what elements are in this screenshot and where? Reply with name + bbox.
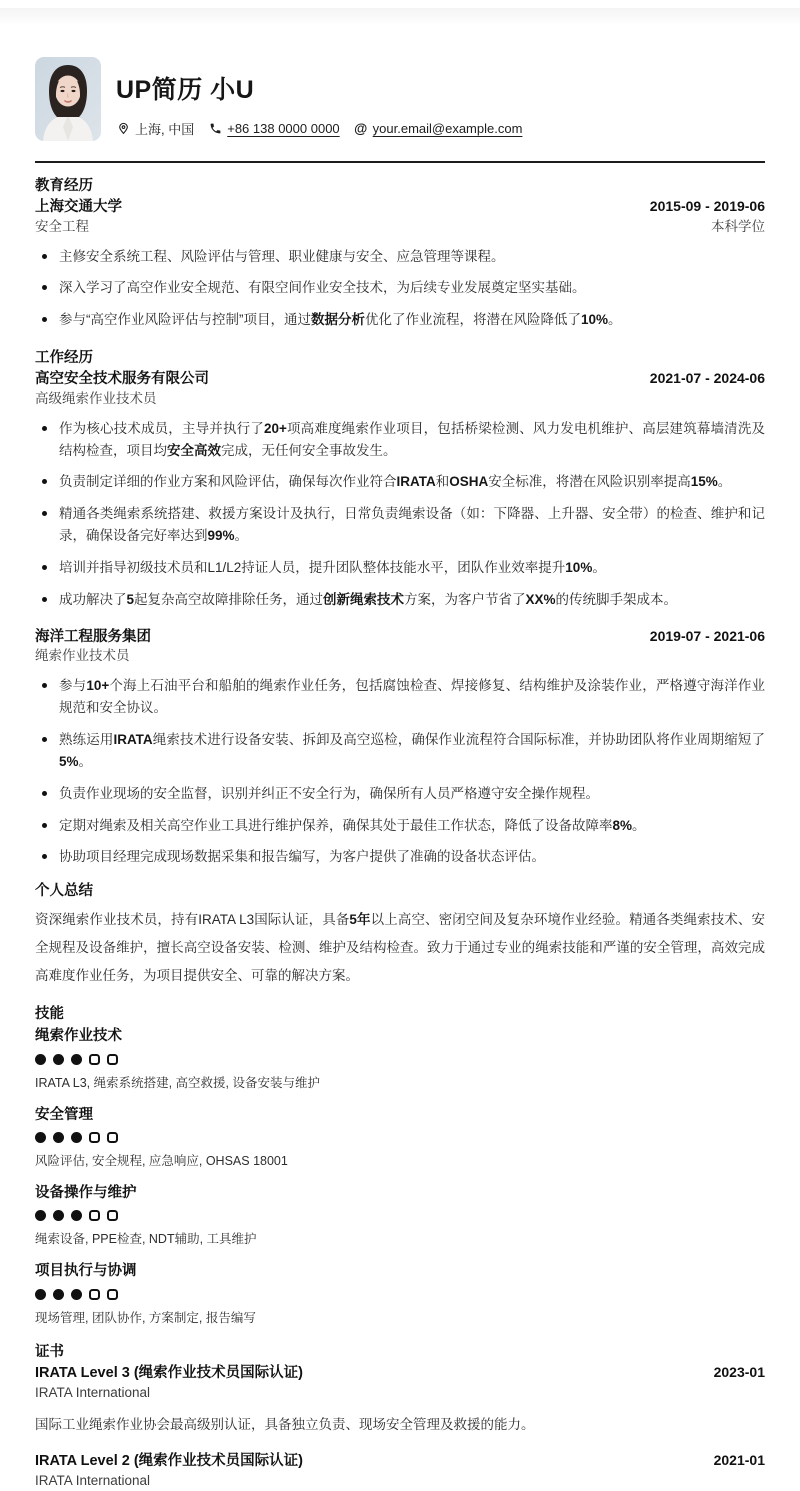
skill-dot-empty bbox=[89, 1210, 100, 1221]
education-entry bbox=[35, 197, 765, 331]
certificates-title: 证书 bbox=[35, 1343, 64, 1360]
company-name: 高空安全技术服务有限公司 bbox=[35, 371, 209, 388]
bullet-item: 主修安全系统工程、风险评估与管理、职业健康与安全、应急管理等课程。 bbox=[35, 246, 765, 268]
section-skills bbox=[35, 1005, 765, 1325]
contact-phone bbox=[208, 121, 339, 136]
header-text bbox=[116, 57, 522, 141]
summary-text: 资深绳索作业技术员，持有IRATA L3国际认证，具备5年以上高空、密闭空间及复杂环境作业经验。精通各类绳索技术、安全规程及设备维护，擅长高空设备安装、检测、维护及结构检查。致力于通过专业的绳索技能和严谨的安全管理，高效完成高难度作业任务，为项目提供安全、可靠的解决方案。 bbox=[35, 912, 765, 983]
bullet-item: 熟练运用IRATA绳索技术进行设备安装、拆卸及高空巡检，确保作业流程符合国际标准，并协助团队将作业周期缩短了5%。 bbox=[35, 729, 765, 773]
skill-dot-empty bbox=[89, 1054, 100, 1065]
work-title: 工作经历 bbox=[35, 350, 93, 367]
skill-dot-filled bbox=[71, 1210, 82, 1221]
candidate-name: UP简历 小U bbox=[116, 76, 255, 104]
company-name: 海洋工程服务集团 bbox=[35, 628, 151, 645]
skill-dot-filled bbox=[35, 1054, 46, 1065]
skill-name: 项目执行与协调 bbox=[35, 1263, 137, 1280]
skill-level-dots bbox=[35, 1210, 765, 1221]
bullet-item: 负责制定详细的作业方案和风险评估，确保每次作业符合IRATA和OSHA安全标准，将潜在风险识别率提高15%。 bbox=[35, 471, 765, 493]
bullet-item: 协助项目经理完成现场数据采集和报告编写，为客户提供了准确的设备状态评估。 bbox=[35, 846, 765, 868]
school-name: 上海交通大学 bbox=[35, 199, 122, 216]
skill-level-dots bbox=[35, 1054, 765, 1065]
certificate-date: 2021-01 bbox=[713, 1451, 765, 1468]
job-date: 2019-07 - 2021-06 bbox=[649, 627, 765, 644]
location-pin-icon bbox=[116, 122, 130, 136]
skill-keywords: IRATA L3, 绳索系统搭建, 高空救援, 设备安装与维护 bbox=[35, 1075, 320, 1090]
job-entry-sub bbox=[35, 390, 765, 409]
job-entry-sub bbox=[35, 647, 765, 666]
bullet-item: 作为核心技术成员，主导并执行了20+项高难度绳索作业项目，包括桥梁检测、风力发电机维护、高层建筑幕墙清洗及结构检查，项目均安全高效完成，无任何安全事故发生。 bbox=[35, 418, 765, 462]
bullet-item: 定期对绳索及相关高空作业工具进行维护保养，确保其处于最佳工作状态，降低了设备故障率8%。 bbox=[35, 815, 765, 837]
skill-dot-filled bbox=[53, 1210, 64, 1221]
major-name: 安全工程 bbox=[35, 218, 89, 234]
section-certificates bbox=[35, 1343, 765, 1491]
at-icon: @ bbox=[354, 120, 368, 136]
job-entry bbox=[35, 369, 765, 610]
skill-name: 安全管理 bbox=[35, 1106, 93, 1123]
education-date: 2015-09 - 2019-06 bbox=[649, 198, 765, 215]
certificate-item bbox=[35, 1363, 765, 1436]
skill-dot-filled bbox=[35, 1132, 46, 1143]
education-title: 教育经历 bbox=[35, 178, 93, 194]
education-bullets bbox=[35, 246, 765, 332]
skill-dot-empty bbox=[107, 1210, 118, 1221]
certificate-head bbox=[35, 1363, 765, 1384]
job-role: 高级绳索作业技术员 bbox=[35, 390, 157, 406]
skill-dot-filled bbox=[53, 1054, 64, 1065]
bullet-item: 参与“高空作业风险评估与控制”项目，通过数据分析优化了作业流程，将潜在风险降低了10%。 bbox=[35, 309, 765, 331]
skill-dot-empty bbox=[107, 1054, 118, 1065]
bullet-item: 负责作业现场的安全监督，识别并纠正不安全行为，确保所有人员严格遵守安全操作规程。 bbox=[35, 783, 765, 805]
job-bullets bbox=[35, 418, 765, 611]
skill-dot-filled bbox=[71, 1132, 82, 1143]
portrait-avatar-graphic bbox=[35, 57, 101, 141]
bullet-item: 培训并指导初级技术员和L1/L2持证人员，提升团队整体技能水平，团队作业效率提升10%。 bbox=[35, 557, 765, 579]
skill-dot-filled bbox=[53, 1132, 64, 1143]
skill-dot-filled bbox=[71, 1054, 82, 1065]
skill-dot-empty bbox=[107, 1289, 118, 1300]
contact-location bbox=[116, 119, 194, 138]
certificate-item bbox=[35, 1451, 765, 1491]
skill-dot-empty bbox=[107, 1132, 118, 1143]
certificate-date: 2023-01 bbox=[713, 1363, 765, 1380]
section-work bbox=[35, 349, 765, 868]
skill-dot-empty bbox=[89, 1132, 100, 1143]
job-date: 2021-07 - 2024-06 bbox=[649, 370, 765, 387]
certificate-name: IRATA Level 3 (绳索作业技术员国际认证) bbox=[35, 1364, 303, 1381]
skill-item bbox=[35, 1261, 765, 1325]
skill-dot-filled bbox=[71, 1289, 82, 1300]
job-entry-head bbox=[35, 369, 765, 390]
skill-name: 绳索作业技术 bbox=[35, 1028, 122, 1045]
education-entry-head bbox=[35, 197, 765, 218]
skill-dot-filled bbox=[35, 1210, 46, 1221]
bullet-item: 精通各类绳索系统搭建、救援方案设计及执行，日常负责绳索设备（如：下降器、上升器、安全带）的检查、维护和记录，确保设备完好率达到99%。 bbox=[35, 503, 765, 547]
skill-dot-filled bbox=[53, 1289, 64, 1300]
education-entry-sub bbox=[35, 218, 765, 237]
section-summary bbox=[35, 882, 765, 989]
contact-email bbox=[354, 121, 523, 136]
location-text: 上海, 中国 bbox=[135, 122, 195, 137]
profile-photo bbox=[35, 57, 101, 141]
header bbox=[35, 0, 765, 141]
degree-name: 本科学位 bbox=[711, 218, 765, 234]
contact-row bbox=[116, 119, 522, 138]
email-link[interactable]: your.email@example.com bbox=[372, 121, 523, 136]
header-divider bbox=[35, 161, 765, 163]
skill-dot-empty bbox=[89, 1289, 100, 1300]
skill-level-dots bbox=[35, 1132, 765, 1143]
job-entry-head bbox=[35, 627, 765, 648]
certificate-description: 国际工业绳索作业协会最高级别认证，具备独立负责、现场安全管理及救援的能力。 bbox=[35, 1416, 535, 1432]
phone-icon bbox=[208, 122, 222, 136]
skill-keywords: 现场管理, 团队协作, 方案制定, 报告编写 bbox=[35, 1310, 256, 1325]
summary-title: 个人总结 bbox=[35, 883, 93, 900]
job-role: 绳索作业技术员 bbox=[35, 648, 130, 664]
certificate-issuer: IRATA International bbox=[35, 1473, 151, 1489]
skill-item bbox=[35, 1026, 765, 1090]
certificate-head bbox=[35, 1451, 765, 1472]
certificate-name: IRATA Level 2 (绳索作业技术员国际认证) bbox=[35, 1452, 303, 1469]
skill-item bbox=[35, 1183, 765, 1247]
phone-link[interactable]: +86 138 0000 0000 bbox=[227, 121, 340, 136]
bullet-item: 参与10+个海上石油平台和船舶的绳索作业任务，包括腐蚀检查、焊接修复、结构维护及涂装作业，严格遵守海洋作业规范和安全协议。 bbox=[35, 675, 765, 719]
skill-item bbox=[35, 1105, 765, 1169]
skill-dot-filled bbox=[35, 1289, 46, 1300]
skill-level-dots bbox=[35, 1289, 765, 1300]
job-entry bbox=[35, 627, 765, 868]
skill-keywords: 风险评估, 安全规程, 应急响应, OHSAS 18001 bbox=[35, 1154, 288, 1169]
bullet-item: 成功解决了5起复杂高空故障排除任务，通过创新绳索技术方案，为客户节省了XX%的传统脚手架成本。 bbox=[35, 589, 765, 611]
bullet-item: 深入学习了高空作业安全规范、有限空间作业安全技术，为后续专业发展奠定坚实基础。 bbox=[35, 277, 765, 299]
skill-keywords: 绳索设备, PPE检查, NDT辅助, 工具维护 bbox=[35, 1232, 257, 1247]
section-education bbox=[35, 177, 765, 331]
job-bullets bbox=[35, 675, 765, 868]
skill-name: 设备操作与维护 bbox=[35, 1185, 137, 1202]
skills-title: 技能 bbox=[35, 1006, 64, 1023]
certificate-issuer: IRATA International bbox=[35, 1385, 151, 1401]
